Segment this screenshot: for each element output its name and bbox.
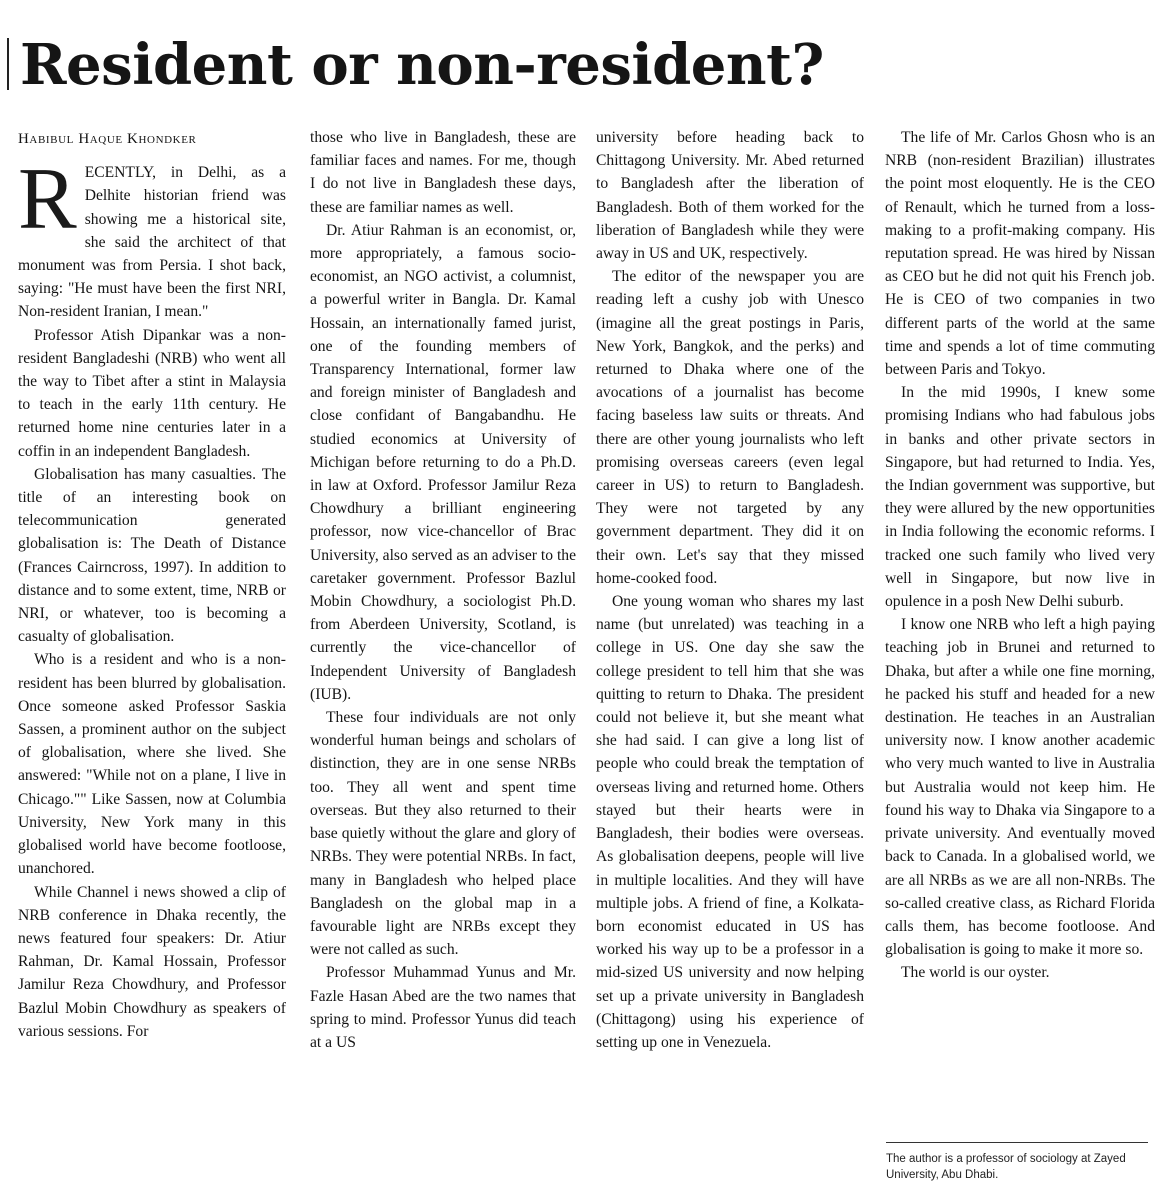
article-column-3 <box>596 126 864 1054</box>
paragraph: I know one NRB who left a high paying teaching job in Brunei and returned to Dhaka, but after a while one fine morning, he packed his stuff and headed for a new destination. He teaches in an Australian university now. I know another academic who very much wanted to live in Australia but Australia would not keep him. He found his way to Dhaka via Singapore to a private university. And eventually moved back to Canada. In a globalised world, we are all NRBs as we are all non-NRBs. The so-called creative class, as Richard Florida calls them, has become footloose. And globalisation is going to make it more so. <box>885 616 1155 959</box>
paragraph: Professor Atish Dipankar was a non-resident Bangladeshi (NRB) who went all the way to Tibet after a stint in Malaysia to teach in the early 11th century. He returned home nine centuries later in a coffin in an independent Bangladesh. <box>18 326 286 460</box>
paragraph: While Channel i news showed a clip of NRB conference in Dhaka recently, the news featured four speakers: Dr. Atiur Rahman, Dr. Kamal Hossain, Professor Jamilur Reza Chowdhury, and Professor Bazlul Mobin Chowdhury as speakers of various sessions. For <box>18 883 286 1040</box>
author-byline: Habibul Haque Khondker <box>18 131 197 147</box>
paragraph: The life of Mr. Carlos Ghosn who is an NRB (non-resident Brazilian) illustrates the point most eloquently. He is the CEO of Renault, which he turned from a loss-making to a profit-making company. His reputation spread. He was hired by Nissan as CEO but he did not quit his French job. He is CEO of two companies in two different parts of the world at the same time and spends a lot of time commuting between Paris and Tokyo. <box>885 129 1155 379</box>
paragraph: The editor of the newspaper you are reading left a cushy job with Unesco (imagine all the great postings in Paris, New York, Bangkok, and the perks) and returned to Dhaka where one of the avocations of a journalist has become facing baseless law suits or threats. And there are other young journalists who left promising overseas careers (even legal career in US) to return to Bangladesh. They were not targeted by any government department. They did it on their own. Let's say that they missed home-cooked food. <box>596 268 864 587</box>
paragraph: Professor Muhammad Yunus and Mr. Fazle Hasan Abed are the two names that spring to mind. Professor Yunus did teach at a US <box>310 964 576 1051</box>
article-column-4 <box>885 126 1155 985</box>
paragraph: ECENTLY, in Delhi, as a Delhite historian friend was showing me a historical site, she said the architect of that monument was from Persia. I shot back, saying: "He must have been the first NRI, Non-resident Iranian, I mean." <box>18 164 286 321</box>
paragraph: Globalisation has many casualties. The title of an interesting book on telecommunication generated globalisation is: The Death of Distance (Frances Cairncross, 1997). In addition to distance and to some extent, time, NRB or NRI, or whatever, too is becoming a casualty of globalisation. <box>18 465 286 646</box>
author-footnote: The author is a professor of sociology at Zayed University, Abu Dhabi. <box>886 1142 1148 1183</box>
drop-cap: R <box>18 151 77 249</box>
paragraph: In the mid 1990s, I knew some promising Indians who had fabulous jobs in banks and other private sectors in Singapore, but had returned to India. Yes, the Indian government was supportive, but they were allured by the new opportunities in India following the economic reforms. I tracked one such family who lived very well in Singapore, but now live in opulence in a posh New Delhi suburb. <box>885 384 1155 611</box>
paragraph: those who live in Bangladesh, these are familiar faces and names. For me, though I do not live in Bangladesh these days, these are familiar names as well. <box>310 129 576 216</box>
left-rule <box>7 38 9 90</box>
closing-line: The world is our oyster. <box>901 964 1050 982</box>
paragraph: One young woman who shares my last name (but unrelated) was teaching in a college in US. One day she saw the college president to tell him that she was quitting to return to Dhaka. The president could not believe it, but she meant what she had said. I can give a long list of people who could break the temptation of overseas living and returned home. Others stayed but their hearts were in Bangladesh, their bodies were overseas. As globalisation deepens, people will live in multiple localities. And they will have multiple jobs. A friend of fine, a Kolkata-born economist educated in US has worked his way up to be a professor in a mid-sized US university and now helping set up a private university in Bangladesh (Chittagong) using his experience of setting up one in Venezuela. <box>596 593 864 1051</box>
article-headline: Resident or non-resident? <box>20 32 824 98</box>
paragraph: Dr. Atiur Rahman is an economist, or, more appropriately, a famous socio-economist, an NGO activist, a columnist, a powerful writer in Bangla. Dr. Kamal Hossain, an internationally famed jurist, one of the founding members of Transparency International, former law and foreign minister of Bangladesh and close confidant of Bangabandhu. He studied economics at University of Michigan before returning to do a Ph.D. in law at Oxford. Professor Jamilur Reza Chowdhury a brilliant engineering professor, now vice-chancellor of Brac University, also served as an adviser to the caretaker government. Professor Bazlul Mobin Chowdhury, a sociologist Ph.D. from Aberdeen University, Scotland, is currently the vice-chancellor of Independent University of Bangladesh (IUB). <box>310 221 576 703</box>
paragraph: Who is a resident and who is a non-resident has been blurred by globalisation. Once someone asked Professor Saskia Sassen, a prominent author on the subject of globalisation, where she lived. She answered: "While not on a plane, I live in Chicago."" Like Sassen, now at Columbia University, New York many in this globalised world have become footloose, unanchored. <box>18 651 286 878</box>
article-column-1 <box>18 122 286 1043</box>
paragraph: university before heading back to Chittagong University. Mr. Abed returned to Bangladesh after the liberation of Bangladesh. Both of them worked for the liberation of Bangladesh while they were away in US and UK, respectively. <box>596 129 864 263</box>
paragraph: These four individuals are not only wonderful human beings and scholars of distinction, they are in one sense NRBs too. They all went and spent time overseas. But they also returned to their base quietly without the glare and glory of NRBs. They were potential NRBs. In fact, many in Bangladesh who helped place Bangladesh on the global map in a favourable light are NRBs except they were not called as such. <box>310 709 576 959</box>
article-column-2 <box>310 126 576 1054</box>
